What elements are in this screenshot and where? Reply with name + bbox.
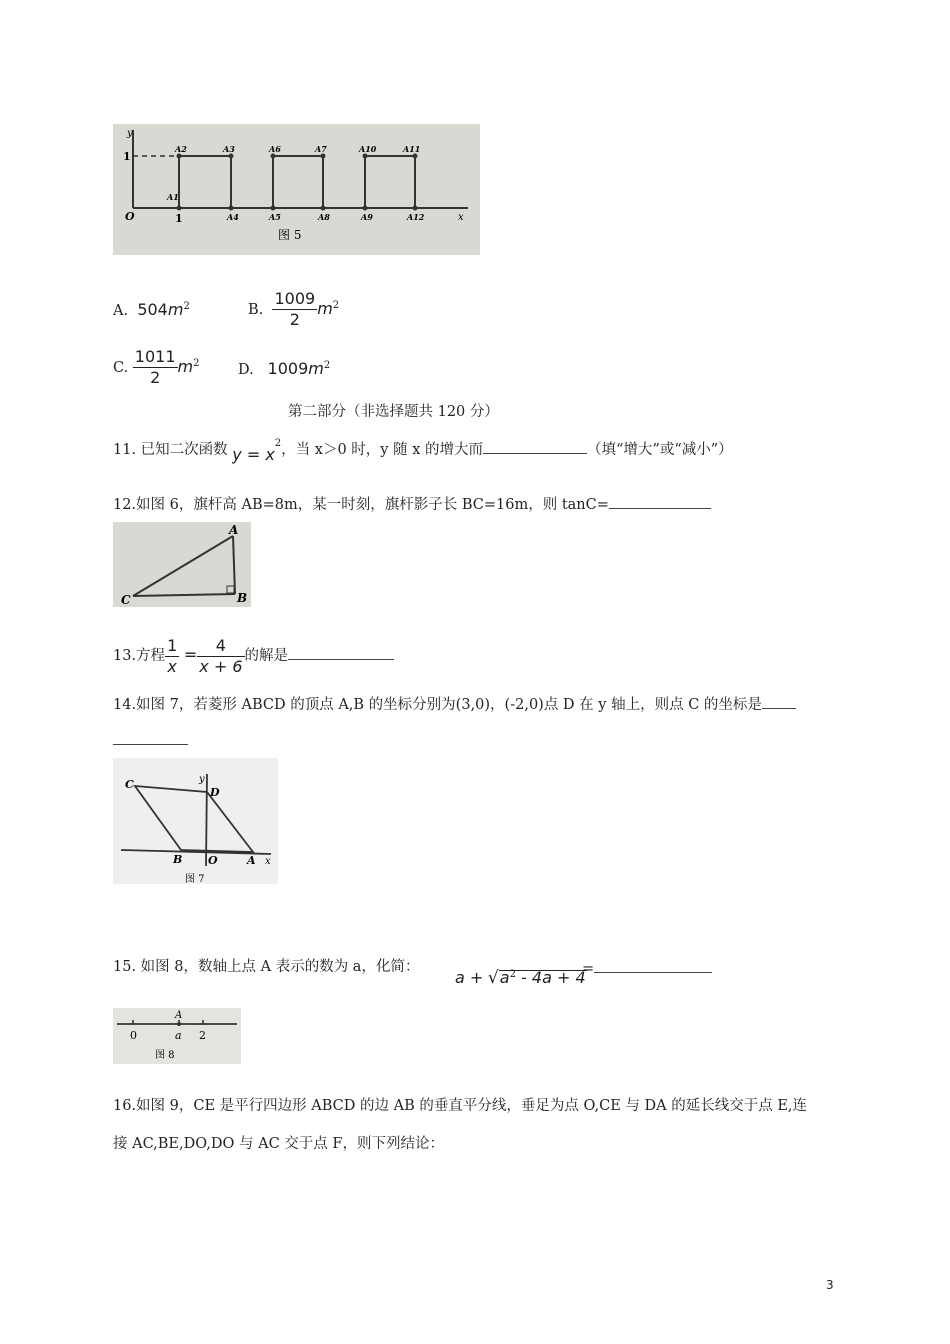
fig8-caption: 图 8 — [155, 1050, 175, 1061]
q11-formula: y = x — [232, 444, 275, 464]
fig6-label-B: B — [237, 591, 248, 605]
q10-b-label: B. — [248, 301, 264, 318]
fig5-point-A4: A4 — [227, 212, 239, 222]
fig5-point-A1: A1 — [167, 192, 179, 202]
fig5-point-A6: A6 — [269, 144, 281, 154]
q10-a-exp: 2 — [183, 301, 190, 312]
q10-b-exp: 2 — [332, 300, 340, 311]
q10-b-numerator: 1009 — [274, 289, 316, 309]
fig8-label-a: a — [175, 1029, 182, 1042]
q15-radicand-exp: 2 — [509, 969, 516, 980]
q10-d-exp: 2 — [323, 360, 331, 371]
q11-prefix: 11. 已知二次函数 — [113, 441, 228, 458]
fig5-x-label: x — [458, 212, 464, 223]
fig5-y-label: y — [127, 128, 133, 139]
q15-formula-a: a + — [455, 967, 484, 987]
q15-formula — [455, 966, 587, 988]
fig5-point-A10: A10 — [359, 144, 377, 154]
q10-d-label: D. — [238, 361, 254, 378]
figure-7 — [113, 758, 278, 884]
q10-a-value: 504 — [137, 299, 168, 319]
figure-5 — [113, 124, 480, 255]
question-16-line-1: 16.如图 9，CE 是平行四边形 ABCD 的边 AB 的垂直平分线，垂足为点 O,CE 与 DA 的延长线交于点 E,连 — [113, 1098, 808, 1114]
q13-equals: = — [183, 645, 198, 664]
q12-answer-blank[interactable] — [609, 494, 711, 509]
q15-answer-blank[interactable] — [594, 958, 712, 973]
question-16-line-2: 接 AC,BE,DO,DO 与 AC 交于点 F，则下列结论： — [113, 1136, 444, 1152]
q10-b-unit: m — [317, 298, 333, 318]
question-14 — [113, 694, 796, 714]
q10-b-denominator: 2 — [289, 310, 300, 330]
fig7-label-x: x — [265, 856, 271, 867]
fig5-tick-y: 1 — [123, 150, 131, 163]
fig5-caption: 图 5 — [278, 228, 302, 242]
sqrt-icon: √ — [487, 967, 499, 988]
q10-c-label: C. — [113, 359, 129, 376]
q10-d-unit: m — [308, 358, 324, 378]
q13-lhs-fraction — [165, 636, 179, 677]
q13-prefix: 13.方程 — [113, 648, 166, 664]
fig5-point-A7: A7 — [315, 144, 327, 154]
q14-answer-blank[interactable] — [762, 694, 796, 709]
q15-radicand — [499, 967, 587, 987]
question-13 — [113, 634, 394, 677]
q13-rhs-fraction — [197, 636, 244, 677]
q13-answer-blank[interactable] — [288, 645, 394, 660]
fig7-label-B: B — [173, 853, 183, 866]
q15-answer — [582, 958, 712, 978]
figure-8 — [113, 1008, 241, 1064]
fig5-point-A12: A12 — [407, 212, 425, 222]
fig7-label-A: A — [247, 854, 256, 867]
fig7-caption: 图 7 — [185, 874, 205, 884]
fig5-point-A5: A5 — [269, 212, 281, 222]
q10-c-fraction — [133, 347, 178, 388]
fig7-label-D: D — [210, 786, 220, 799]
q13-rhs-denominator: x + 6 — [199, 656, 243, 676]
q13-rhs-numerator: 4 — [197, 636, 244, 657]
section-title: 第二部分（非选择题共 120 分） — [288, 404, 499, 420]
question-12 — [113, 494, 711, 514]
fig5-origin: O — [125, 210, 135, 223]
q10-option-a — [113, 298, 190, 320]
q10-d-value: 1009 — [267, 358, 309, 378]
fig5-point-A8: A8 — [318, 212, 330, 222]
q10-a-label: A. — [113, 302, 129, 319]
q10-option-c — [113, 344, 199, 388]
q10-c-exp: 2 — [193, 358, 200, 369]
fig5-tick-x: 1 — [175, 212, 183, 225]
q11-answer-blank[interactable] — [483, 439, 587, 454]
q13-suffix: 的解是 — [244, 648, 288, 664]
question-15 — [113, 958, 419, 976]
q14-answer-blank-continued[interactable] — [113, 744, 188, 745]
q11-suffix: （填“增大”或“减小”） — [587, 441, 733, 458]
q10-option-d — [238, 357, 330, 379]
fig5-point-A2: A2 — [175, 144, 187, 154]
fig5-point-A11: A11 — [403, 144, 421, 154]
q10-a-unit: m — [167, 299, 184, 319]
q15-radicand-rest: - 4a + 4 — [515, 967, 586, 987]
figure-6 — [113, 522, 251, 607]
q11-formula-exp: 2 — [274, 438, 282, 449]
q10-c-denominator: 2 — [150, 368, 161, 388]
q15-equals: = — [582, 961, 595, 977]
question-11 — [113, 437, 733, 464]
q10-b-fraction — [272, 289, 317, 330]
fig7-label-y: y — [199, 774, 205, 785]
q11-middle: ，当 x＞0 时，y 随 x 的增大而 — [281, 441, 483, 458]
q15-text: 15. 如图 8，数轴上点 A 表示的数为 a，化简： — [113, 959, 420, 975]
fig8-label-0: 0 — [130, 1029, 137, 1042]
q10-c-unit: m — [177, 356, 194, 376]
q10-option-b — [248, 286, 339, 330]
fig5-point-A9: A9 — [361, 212, 373, 222]
q13-lhs-denominator: x — [167, 656, 177, 676]
q10-c-numerator: 1011 — [134, 347, 176, 367]
fig6-label-C: C — [121, 593, 131, 607]
fig6-label-A: A — [229, 523, 239, 537]
q13-lhs-numerator: 1 — [167, 635, 178, 655]
fig8-label-2: 2 — [199, 1029, 206, 1042]
fig5-point-A3: A3 — [223, 144, 235, 154]
page-number: 3 — [826, 1278, 834, 1292]
q14-text: 14.如图 7，若菱形 ABCD 的顶点 A,B 的坐标分别为(3,0)，(-2,0)点 D 在 y 轴上，则点 C 的坐标是 — [113, 697, 762, 713]
q15-radicand-a: a — [499, 967, 510, 987]
fig8-label-A: A — [175, 1010, 183, 1021]
fig7-label-C: C — [125, 778, 134, 791]
q12-text: 12.如图 6，旗杆高 AB=8m，某一时刻，旗杆影子长 BC=16m，则 tanC= — [113, 497, 609, 513]
fig7-label-O: O — [208, 854, 218, 867]
